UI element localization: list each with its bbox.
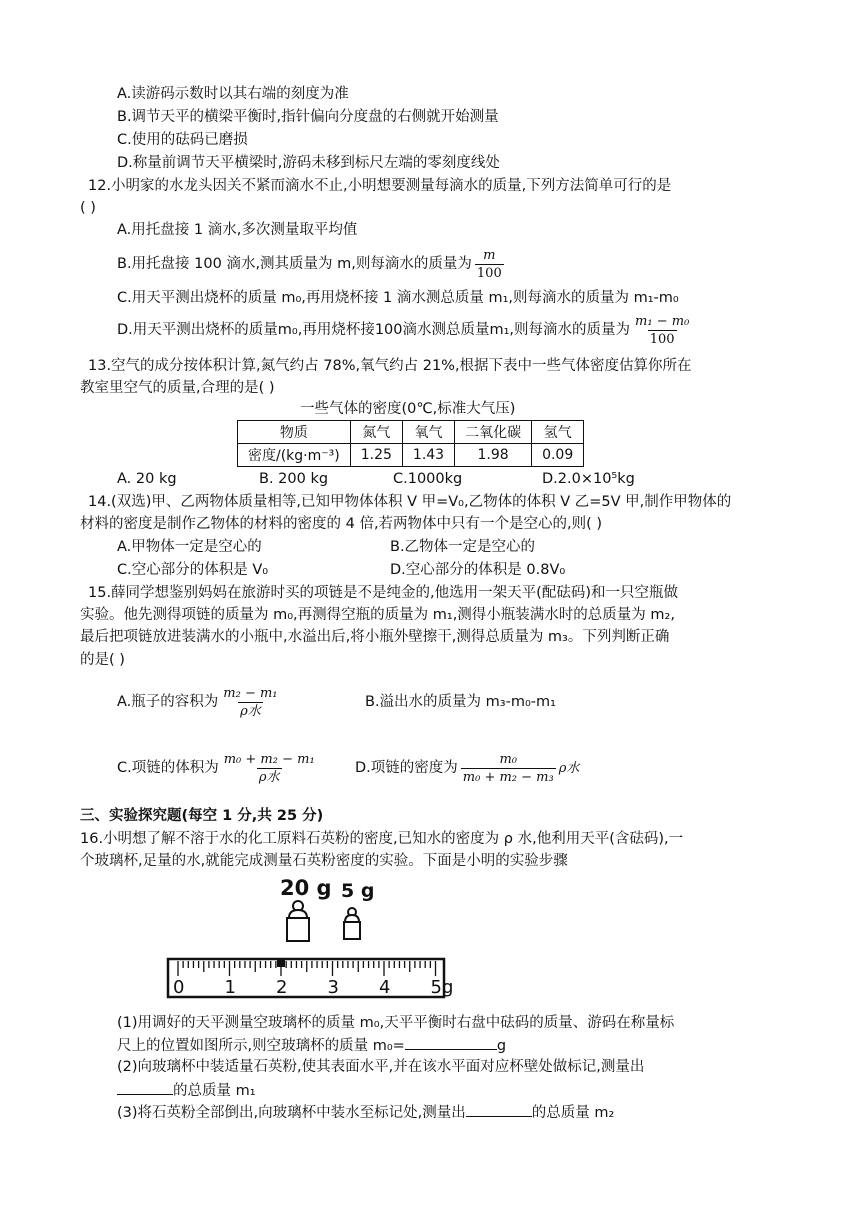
gas-density-table <box>237 420 584 467</box>
q15-option-d-fraction <box>461 751 556 786</box>
q13-option-c: C.1000kg <box>393 471 463 487</box>
q15-option-d-text: D.项链的密度为 <box>355 760 458 776</box>
q15-option-c <box>117 748 320 788</box>
q16-line-2: 个玻璃杯,足量的水,就能完成测量石英粉密度的实验。下面是小明的实验步骤 <box>80 853 568 869</box>
q12-option-d-text: D.用天平测出烧杯的质量m₀,再用烧杯接100滴水测总质量m₁,则每滴水的质量为 <box>117 322 631 338</box>
scale-tick-label: 4 <box>379 977 391 998</box>
q14-line-1: 14.(双选)甲、乙两物体质量相等,已知甲物体体积 V 甲=V₀,乙物体的体积 V 乙=5V 甲,制作甲物体的 <box>88 494 732 510</box>
table-cell: 1.98 <box>455 444 532 467</box>
q16-step1-line-1: (1)用调好的天平测量空玻璃杯的质量 m₀,天平平衡时右盘中砝码的质量、游码在称量标 <box>117 1015 675 1031</box>
q15-option-c-fraction <box>222 751 317 786</box>
unit-label: g <box>496 1038 507 1054</box>
fraction-denominator: ρ水 <box>258 769 280 785</box>
q16-step3 <box>117 1102 614 1123</box>
q14-line-2: 材料的密度是制作乙物体的材料的密度的 4 倍,若两物体中只有一个是空心的,则( ) <box>80 516 603 532</box>
table-cell: 密度/(kg·m⁻³) <box>238 444 351 467</box>
table-cell: 1.43 <box>402 444 454 467</box>
fraction-numerator: m₀ + m₂ − m₁ <box>223 751 315 767</box>
q16-step3-tail: 的总质量 m₂ <box>531 1105 615 1121</box>
q11-option-a: A.读游码示数时以其右端的刻度为准 <box>117 86 349 102</box>
q15-option-a-fraction <box>221 685 279 720</box>
q12-option-a: A.用托盘接 1 滴水,多次测量取平均值 <box>117 222 358 238</box>
q12-answer-paren: ( ) <box>80 200 96 216</box>
table-cell: 物质 <box>238 421 351 444</box>
q15-option-a-text: A.瓶子的容积为 <box>117 694 219 710</box>
q16-step1-line-2 <box>117 1035 506 1056</box>
q16-step2-line-1: (2)向玻璃杯中装适量石英粉,使其表面水平,并在该水平面对应杯壁处做标记,测量出 <box>117 1059 645 1075</box>
table-cell: 二氧化碳 <box>455 421 532 444</box>
q12-option-b <box>117 244 507 284</box>
q12-option-d <box>117 310 694 350</box>
q12-stem: 12.小明家的水龙头因关不紧而滴水不止,小明想要测量每滴水的质量,下列方法简单可行的是 <box>88 178 672 194</box>
q15-line-4: 的是( ) <box>80 652 125 668</box>
fraction-numerator: m₀ <box>499 751 518 767</box>
table-header-row <box>238 421 584 444</box>
q11-option-d: D.称量前调节天平横梁时,游码未移到标尺左端的零刻度线处 <box>117 155 500 171</box>
rho-water: ρ水 <box>558 761 580 776</box>
fraction-denominator: m₀ + m₂ − m₃ <box>462 769 554 785</box>
rider-marker <box>277 959 285 967</box>
q16-step2-line-2 <box>117 1080 256 1101</box>
q14-option-a: A.甲物体一定是空心的 <box>117 539 262 555</box>
fraction-denominator: 100 <box>476 265 502 281</box>
q14-option-b: B.乙物体一定是空心的 <box>390 539 536 555</box>
scale-tick-label: 2 <box>276 977 288 998</box>
answer-blank-m0[interactable] <box>405 1035 497 1050</box>
table-cell: 氧气 <box>402 421 454 444</box>
scale-tick-label: 3 <box>327 977 339 998</box>
q13-option-b: B. 200 kg <box>259 471 329 487</box>
q13-option-d: D.2.0×10⁵kg <box>542 471 635 487</box>
answer-blank-m2[interactable] <box>466 1102 532 1117</box>
q16-step3-text: (3)将石英粉全部倒出,向玻璃杯中装水至标记处,测量出 <box>117 1105 466 1121</box>
fraction-numerator: m₁ − m₀ <box>635 313 690 329</box>
q16-line-1: 16.小明想了解不溶于水的化工原料石英粉的密度,已知水的密度为 ρ 水,他利用天平(含砝码),一 <box>80 831 684 847</box>
q13-line-2: 教室里空气的质量,合理的是( ) <box>80 380 275 396</box>
q15-line-1: 15.薛同学想鉴别妈妈在旅游时买的项链是不是纯金的,他选用一架天平(配砝码)和一只空瓶做 <box>88 585 678 601</box>
q14-option-d: D.空心部分的体积是 0.8V₀ <box>390 562 566 578</box>
q14-option-c: C.空心部分的体积是 V₀ <box>117 562 269 578</box>
fraction-denominator: 100 <box>649 331 675 347</box>
table-cell: 1.25 <box>350 444 402 467</box>
answer-blank-m1[interactable] <box>117 1080 173 1095</box>
q15-option-a <box>117 682 283 722</box>
scale-tick-label: 5g <box>430 977 454 998</box>
q15-option-b: B.溢出水的质量为 m₃-m₀-m₁ <box>365 694 556 710</box>
scale-tick-label: 1 <box>224 977 236 998</box>
fraction-numerator: m₂ − m₁ <box>223 685 278 701</box>
balance-scale-figure <box>160 872 454 1000</box>
q12-option-c: C.用天平测出烧杯的质量 m₀,再用烧杯接 1 滴水测总质量 m₁,则每滴水的质量为 m₁-m₀ <box>117 290 679 306</box>
q15-line-2: 实验。他先测得项链的质量为 m₀,再测得空瓶的质量为 m₁,测得小瓶装满水时的总质量为 m₂, <box>80 607 675 623</box>
weight-20g-icon <box>287 901 309 941</box>
q13-option-a: A. 20 kg <box>117 471 177 487</box>
q15-line-3: 最后把项链放进装满水的小瓶中,水溢出后,将小瓶外壁擦干,测得总质量为 m₃。下列判断正确 <box>80 629 670 645</box>
q15-option-d <box>355 748 579 789</box>
section-heading: 三、实验探究题(每空 1 分,共 25 分) <box>80 808 324 824</box>
scale-tick-label: 0 <box>173 977 185 998</box>
q13-table-caption: 一些气体的密度(0℃,标准大气压) <box>300 401 516 417</box>
table-cell: 氢气 <box>532 421 584 444</box>
q11-option-b: B.调节天平的横梁平衡时,指针偏向分度盘的右侧就开始测量 <box>117 109 499 125</box>
weight-5g-label: 5 g <box>341 880 375 902</box>
fraction-numerator: m <box>483 247 496 263</box>
fraction-denominator: ρ水 <box>240 703 261 719</box>
table-cell: 氮气 <box>350 421 402 444</box>
q12-option-d-fraction <box>633 313 691 348</box>
q15-option-c-text: C.项链的体积为 <box>117 760 219 776</box>
table-row <box>238 444 584 467</box>
q16-step1-text: 尺上的位置如图所示,则空玻璃杯的质量 m₀= <box>117 1038 405 1054</box>
q12-option-b-text: B.用托盘接 100 滴水,测其质量为 m,则每滴水的质量为 <box>117 256 472 272</box>
table-cell: 0.09 <box>532 444 584 467</box>
q13-line-1: 13.空气的成分按体积计算,氮气约占 78%,氧气约占 21%,根据下表中一些气体密度估算你所在 <box>88 358 692 374</box>
rider-scale <box>168 959 453 998</box>
q12-option-b-fraction <box>475 247 504 282</box>
q16-step2-tail: 的总质量 m₁ <box>173 1083 256 1099</box>
weight-20g-label: 20 g <box>280 876 332 900</box>
q11-option-c: C.使用的砝码已磨损 <box>117 132 248 148</box>
weight-5g-icon <box>344 908 360 939</box>
